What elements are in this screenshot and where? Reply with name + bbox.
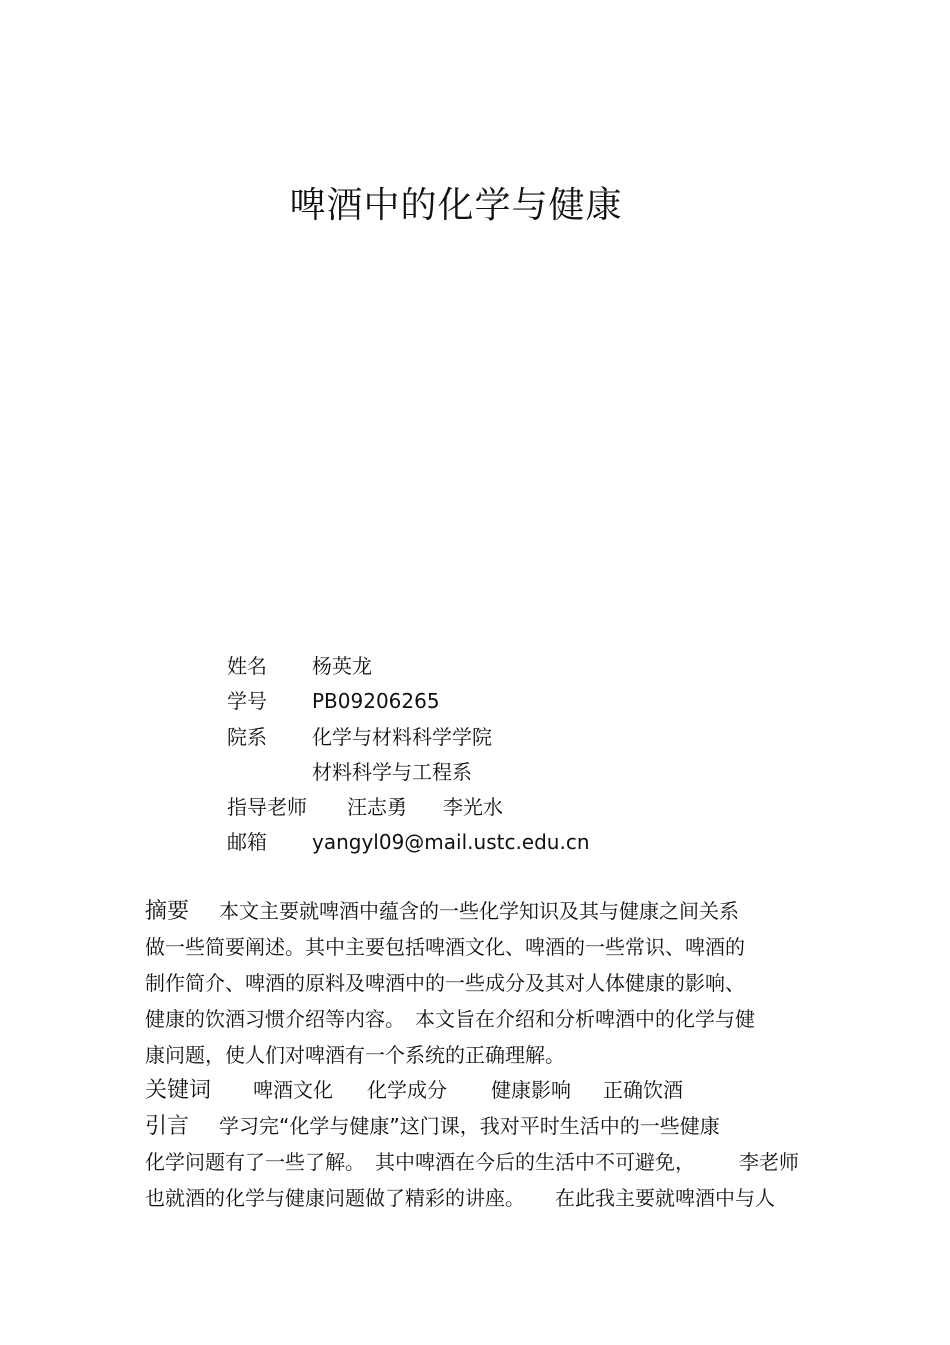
abstract-text: 本文旨在介绍和分析啤酒中的化学与健 <box>415 1006 755 1031</box>
intro-line-3 <box>145 1181 825 1217</box>
keyword-item: 健康影响 <box>491 1078 572 1103</box>
abstract-line-1 <box>145 894 825 930</box>
abstract-text: 本文主要就啤酒中蕴含的一些化学知识及其与健康之间关系 <box>219 899 740 923</box>
document-body <box>145 894 825 1217</box>
intro-text: 学习完“化学与健康”这门课，我对平时生活中的一些健康 <box>219 1114 720 1139</box>
name-value: 杨英龙 <box>312 654 372 678</box>
abstract-text: 康问题，使人们对啤酒有一个系统的正确理解。 <box>145 1042 565 1067</box>
abstract-line-5 <box>145 1038 825 1074</box>
intro-text: 在此我主要就啤酒中与人 <box>555 1186 775 1211</box>
intro-text: 也就酒的化学与健康问题做了精彩的讲座。 <box>145 1186 525 1211</box>
intro-label: 引言 <box>145 1114 190 1140</box>
keyword-item: 化学成分 <box>367 1078 448 1103</box>
abstract-text: 健康的饮酒习惯介绍等内容。 <box>145 1006 405 1031</box>
advisor-label: 指导老师 <box>227 795 307 820</box>
abstract-text: 制作简介、啤酒的原料及啤酒中的一些成分及其对人体健康的影响、 <box>145 970 745 995</box>
abstract-text: 做一些简要阐述。其中主要包括啤酒文化、啤酒的一些常识、啤酒的 <box>145 934 745 959</box>
intro-line-2 <box>145 1145 825 1181</box>
abstract-label: 摘要 <box>145 899 190 924</box>
abstract-line-2 <box>145 930 825 966</box>
dept-value-major: 材料科学与工程系 <box>312 759 472 784</box>
email-label: 邮箱 <box>227 830 267 855</box>
keyword-item: 正确饮酒 <box>603 1078 684 1103</box>
id-value: PB09206265 <box>312 689 440 714</box>
document-title: 啤酒中的化学与健康 <box>289 185 623 226</box>
intro-line-1 <box>145 1109 825 1145</box>
abstract-line-3 <box>145 966 825 1002</box>
advisor-name-2: 李光水 <box>443 795 503 820</box>
keyword-item: 啤酒文化 <box>253 1078 334 1103</box>
intro-text: 其中啤酒在今后的生活中不可避免， <box>375 1150 695 1175</box>
advisor-name-1: 汪志勇 <box>347 795 407 820</box>
keywords-line <box>145 1073 825 1109</box>
id-label: 学号 <box>227 689 267 714</box>
name-label: 姓名 <box>227 654 267 678</box>
abstract-line-4 <box>145 1002 825 1038</box>
dept-value-school: 化学与材料科学学院 <box>312 724 492 749</box>
keywords-label: 关键词 <box>145 1078 212 1104</box>
email-value: yangyl09@mail.ustc.edu.cn <box>312 830 590 855</box>
intro-text: 李老师 <box>739 1150 799 1175</box>
intro-text: 化学问题有了一些了解。 <box>145 1150 365 1175</box>
dept-label: 院系 <box>227 724 267 749</box>
